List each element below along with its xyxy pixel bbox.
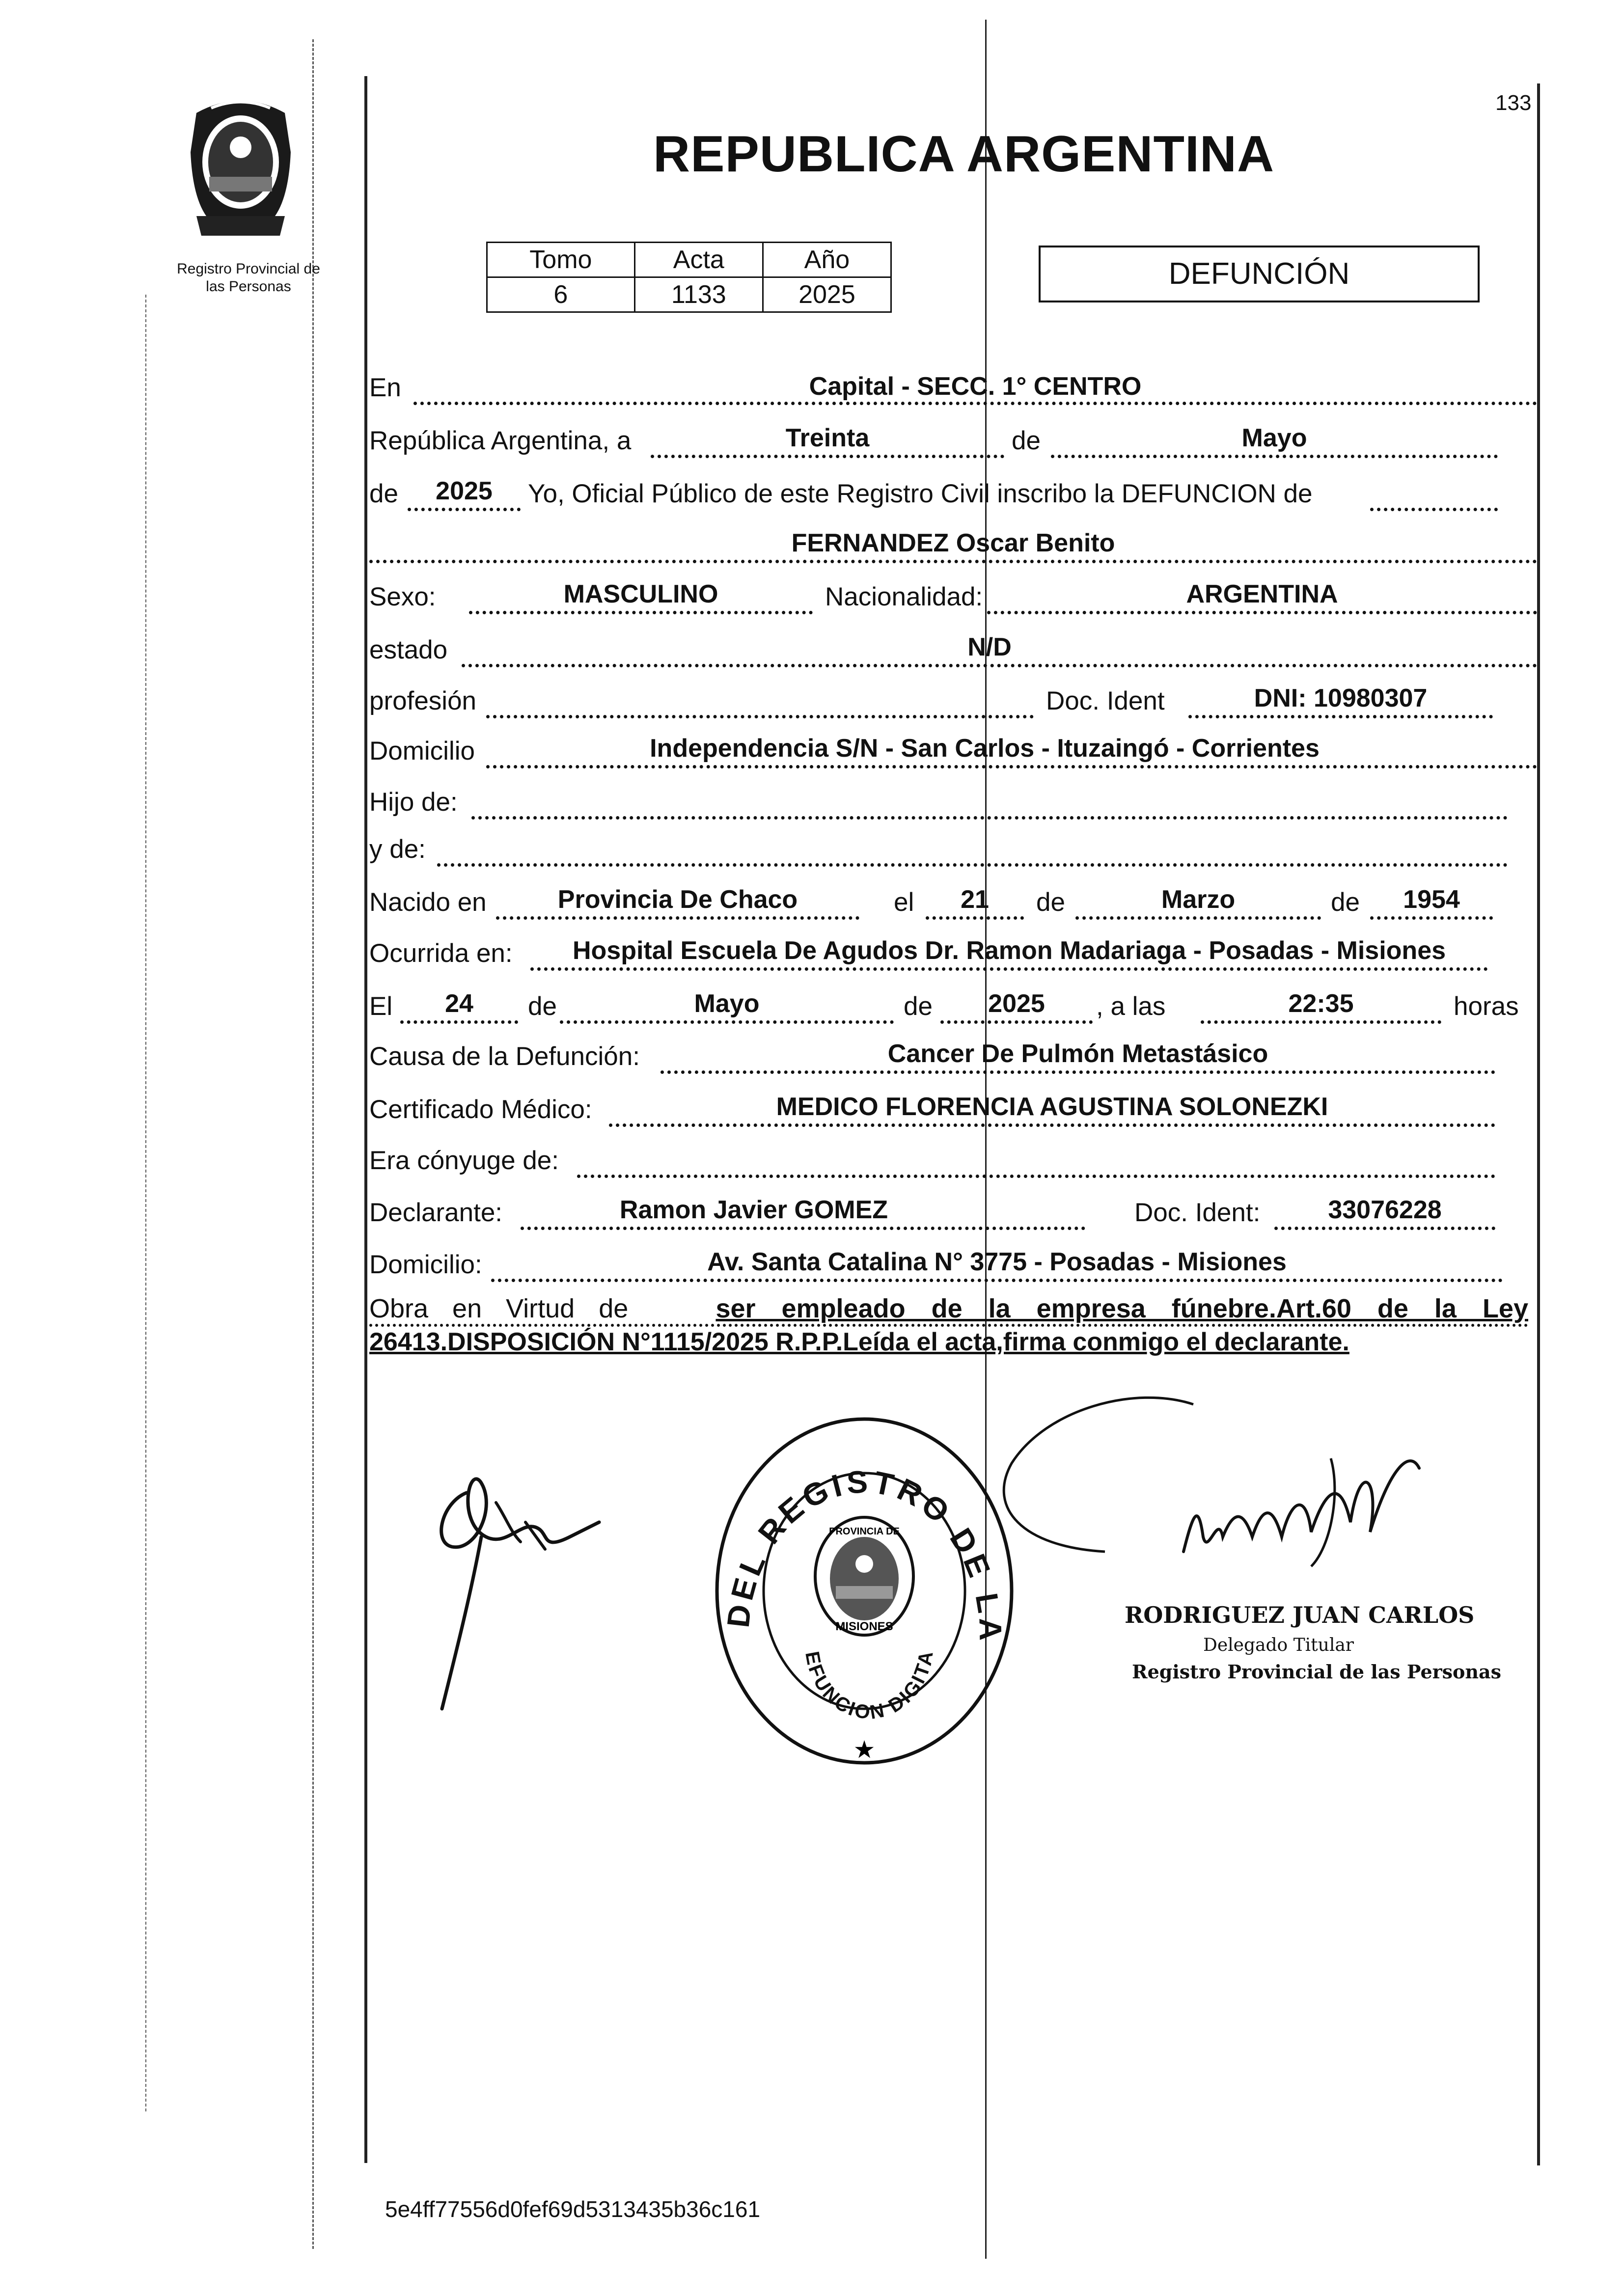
nac-de2-label: de — [1331, 888, 1360, 917]
right-frame-line — [1537, 83, 1540, 2165]
certificado-label: Certificado Médico: — [369, 1095, 592, 1124]
register-value-anio: 2025 — [763, 277, 891, 312]
record-type-box: DEFUNCIÓN — [1039, 246, 1480, 302]
horas-label: horas — [1454, 992, 1519, 1021]
certificado-value: MEDICO FLORENCIA AGUSTINA SOLONEZKI — [776, 1093, 1328, 1121]
def-de2-label: de — [904, 992, 933, 1021]
declarante-dotted-line — [521, 1227, 1085, 1230]
nacionalidad-label: Nacionalidad: — [825, 582, 983, 611]
decl-doc-value: 33076228 — [1328, 1196, 1442, 1224]
sexo-dotted-line — [469, 611, 813, 614]
left-margin-dash-line — [312, 39, 314, 2249]
causa-label: Causa de la Defunción: — [369, 1042, 640, 1071]
en-dotted-line — [413, 402, 1537, 405]
registry-caption-line2: las Personas — [206, 278, 291, 295]
estado-dotted-line — [462, 664, 1537, 667]
register-value-row — [487, 277, 891, 312]
registry-seal-stamp — [707, 1414, 1021, 1768]
nac-anio-value: 1954 — [1403, 885, 1460, 914]
nacido-place-dotted-line — [496, 916, 859, 920]
oficial-statement: Yo, Oficial Público de este Registro Civil inscribo la DEFUNCION de — [528, 479, 1313, 508]
delegate-office: Registro Provincial de las Personas — [1132, 1661, 1502, 1683]
decl-doc-dotted-line — [1274, 1227, 1495, 1230]
register-header-anio: Año — [763, 243, 891, 277]
delegate-signature — [987, 1390, 1478, 1611]
seal-outer-text: DEL REGISTRO DE LA — [720, 1463, 1009, 1645]
nacido-label: Nacido en — [369, 888, 487, 917]
delegate-signature-mark — [987, 1390, 1478, 1611]
ocurrida-label: Ocurrida en: — [369, 939, 513, 968]
register-header-row — [487, 243, 891, 277]
domicilio-dotted-line — [486, 765, 1537, 768]
en-value: Capital - SECC. 1° CENTRO — [809, 372, 1142, 401]
conyuge-label: Era cónyuge de: — [369, 1146, 559, 1175]
causa-dotted-line — [661, 1070, 1495, 1074]
def-anio-dotted-line — [940, 1020, 1093, 1024]
register-value-acta: 1133 — [634, 277, 763, 312]
official-seal — [707, 1414, 1021, 1768]
hijo-label: Hijo de: — [369, 788, 458, 817]
nac-anio-dotted-line — [1370, 916, 1493, 920]
registry-caption — [145, 260, 352, 296]
ocurrida-dotted-line — [530, 967, 1488, 971]
day-text: Treinta — [785, 424, 870, 452]
ocurrida-value: Hospital Escuela De Agudos Dr. Ramon Madariaga - Posadas - Misiones — [572, 936, 1446, 965]
page-number: 133 — [1495, 91, 1532, 115]
seal-emblem-top: PROVINCIA DE — [829, 1526, 900, 1537]
nacido-value: Provincia De Chaco — [557, 885, 798, 914]
alas-label: , a las — [1096, 992, 1166, 1021]
seal-star-icon: ★ — [853, 1736, 876, 1763]
decl-dom-value: Av. Santa Catalina N° 3775 - Posadas - Misiones — [707, 1248, 1287, 1276]
hora-value: 22:35 — [1288, 989, 1354, 1018]
obra-paragraph — [369, 1293, 1528, 1357]
estado-label: estado — [369, 635, 448, 664]
yde-label: y de: — [369, 835, 426, 864]
certificado-dotted-line — [609, 1123, 1495, 1127]
year-dotted-line — [408, 508, 521, 511]
nacionalidad-value: ARGENTINA — [1186, 580, 1338, 608]
causa-value: Cancer De Pulmón Metastásico — [887, 1040, 1268, 1068]
hora-dotted-line — [1201, 1020, 1441, 1024]
register-header-tomo: Tomo — [487, 243, 635, 277]
domicilio-value: Independencia S/N - San Carlos - Ituzaingó - Corrientes — [650, 734, 1320, 763]
docident-value: DNI: 10980307 — [1254, 684, 1428, 712]
decl-doc-label: Doc. Ident: — [1134, 1198, 1261, 1227]
nac-mes-value: Marzo — [1161, 885, 1236, 914]
day-dotted-line — [651, 455, 1004, 458]
hijo-dotted-line — [471, 816, 1508, 820]
nacionalidad-dotted-line — [987, 611, 1537, 614]
nac-dia-value: 21 — [961, 885, 989, 914]
decl-dom-label: Domicilio: — [369, 1250, 482, 1279]
seal-emblem-bottom: MISIONES — [835, 1620, 893, 1633]
seal-inner-text: EFUNCION DIGITA — [801, 1647, 938, 1724]
nac-mes-dotted-line — [1075, 916, 1321, 920]
nombre-dotted-line — [369, 560, 1537, 563]
declarante-signature-mark — [422, 1463, 609, 1719]
page-title: REPUBLICA ARGENTINA — [653, 126, 1275, 183]
def-mes-value: Mayo — [694, 989, 760, 1018]
estado-value: N/D — [967, 633, 1012, 661]
obra-label: Obra en Virtud de — [369, 1294, 629, 1323]
register-table — [486, 242, 892, 313]
decl-dom-dotted-line — [491, 1279, 1503, 1282]
republica-label: República Argentina, a — [369, 426, 632, 455]
docident-label: Doc. Ident — [1046, 686, 1165, 715]
el-label: El — [369, 992, 393, 1021]
de1-label: de — [1012, 426, 1041, 455]
nac-el-label: el — [894, 888, 914, 917]
def-anio-value: 2025 — [988, 989, 1045, 1018]
center-fold-line — [985, 20, 987, 2259]
province-logo — [177, 93, 304, 241]
delegate-role: Delegado Titular — [1203, 1635, 1354, 1655]
month-dotted-line — [1051, 455, 1498, 458]
document-hash: 5e4ff77556d0fef69d5313435b36c161 — [385, 2196, 761, 2222]
left-frame-line — [364, 76, 367, 2163]
declarante-signature — [422, 1463, 609, 1719]
register-value-tomo: 6 — [487, 277, 635, 312]
obra-line1 — [369, 1293, 1528, 1327]
docident-dotted-line — [1188, 715, 1493, 718]
deceased-name: FERNANDEZ Oscar Benito — [791, 529, 1115, 557]
sexo-value: MASCULINO — [563, 580, 718, 608]
def-dia-dotted-line — [400, 1020, 518, 1024]
def-de1-label: de — [528, 992, 557, 1021]
oficial-tail-dotted-line — [1370, 508, 1498, 511]
profesion-dotted-line — [486, 715, 1034, 718]
en-label: En — [369, 373, 401, 402]
def-dia-value: 24 — [445, 989, 473, 1018]
month-text: Mayo — [1241, 424, 1307, 452]
yde-dotted-line — [437, 863, 1508, 867]
sexo-label: Sexo: — [369, 582, 436, 611]
conyuge-dotted-line — [577, 1175, 1495, 1178]
domicilio-label: Domicilio — [369, 737, 475, 766]
declarante-value: Ramon Javier GOMEZ — [619, 1196, 888, 1224]
de2-label: de — [369, 479, 398, 508]
def-mes-dotted-line — [560, 1020, 894, 1024]
year-value: 2025 — [436, 477, 493, 505]
declarante-label: Declarante: — [369, 1198, 503, 1227]
nac-de1-label: de — [1036, 888, 1065, 917]
register-header-acta: Acta — [634, 243, 763, 277]
registry-caption-line1: Registro Provincial de — [177, 261, 320, 277]
obra-line2-text: 26413.DISPOSICIÓN N°1115/2025 R.P.P.Leída el acta,firma conmigo el declarante. — [369, 1328, 1349, 1356]
far-left-dash-line — [145, 295, 146, 2111]
profesion-label: profesión — [369, 686, 477, 715]
delegate-name: RODRIGUEZ JUAN CARLOS — [1125, 1602, 1475, 1628]
obra-line1-text: ser empleado de la empresa fúnebre.Art.60 de la Ley — [716, 1294, 1528, 1323]
nac-dia-dotted-line — [926, 916, 1024, 920]
misiones-emblem-icon — [177, 93, 304, 241]
